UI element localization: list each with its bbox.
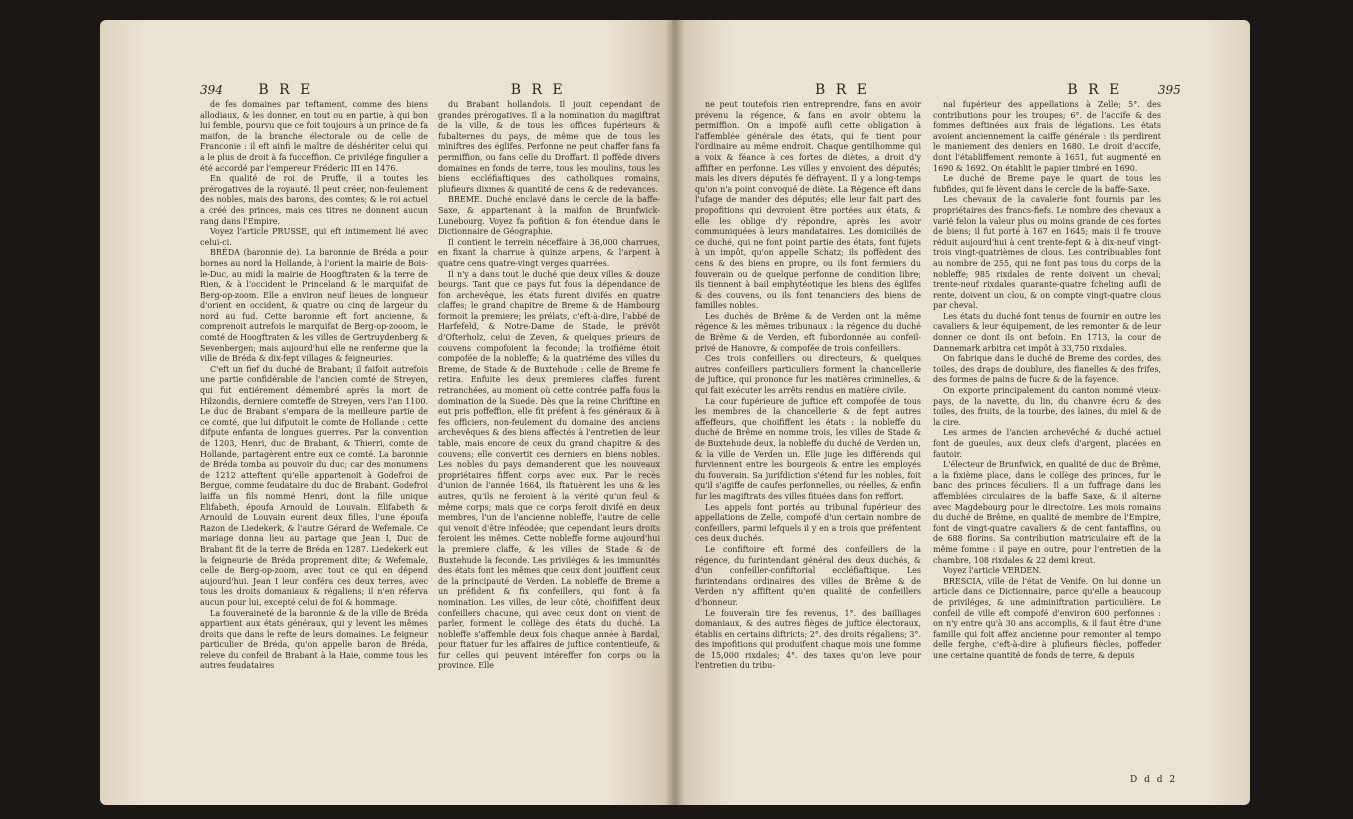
paragraph: Les armes de l'ancien archevêché & duché actuel font de gueules, aux deux clefs d'argent, placées en fautoir. [933, 428, 1161, 459]
paragraph: Il n'y a dans tout le duché que deux villes & douze bourgs. Tant que ce pays fut fous la dépendance de fon archevêque, les états furent divifés en quatre claffes; le grand chapitre de Breme & de Hambourg formoit la premiere; les prélats, c'eft-à-dire, l'abbé de Harfefeld, & Notre-Dame de Stade, le prévôt d'Ofterholz, celui de Zeven, & quelques prieurs de couvens compofoient la feconde; la troifiéme étoit compofée de la nobleffe; & la quatriéme des villes du Breme, de Stade & de Buxtehude : celle de Breme fe retira. Enfuite les deux premieres claffes furent retranchées, au moment où cette contrée paffa fous la domination de la Suede. Dès que la reine Chriftine en eut pris poffeffion, elle fit préfent à fes généraux & à fes officiers, non-feulement du domaine des anciens archevêques & des biens affectés à l'entretien de leur table, mais encore de ceux du grand chapitre & des couvens; elle convertit ces derniers en biens nobles. Les nobles du pays demanderent que les nouveaux propriétaires fiffent corps avec eux. Par le recès d'union de l'année 1664, ils ftatuèrent les uns & les autres, qu'ils ne feroient à la vérité qu'un feul & même corps; mais que ce corps feroit divifé en deux membres, l'un de l'ancienne nobleffe, l'autre de celle qui venoit d'être inféodée; que cependant leurs droits feroient les mêmes. Cette nobleffe forme aujourd'hui la premiere claffe, & les villes de Stade & de Buxtehude la feconde. Les priviléges & les immunités des états font les mêmes que ceux dont jouiffent ceux de la principauté de Verden. La nobleffe de Breme a un préfident & fix confeillers, qui font à fa nomination. Les villes, de leur côté, choififfent deux confeillers chacune, qui avec ceux dont on vient de parler, forment le collège des états du duché. La nobleffe s'affemble deux fois chaque année à Bardal, pour ftatuer fur les affaires de juftice contentieufe, & fur celles qui peuvent intéreffer fon corps ou la province. Elle [438, 269, 660, 671]
paragraph: BRESCIA, ville de l'état de Venife. On lui donne un article dans ce Dictionnaire, parce qu'elle a beaucoup de priviléges, & une adminiftration particulière. Le confeil de ville eft compofé d'environ 600 perfonnes : on n'y entre qu'à 30 ans accomplis, & il faut être d'une famille qui foit affez ancienne pour remonter al tempo delle ferghe, c'eft-à-dire à plufieurs fiècles, poffeder une certaine quantité de fonds de terre, & depuis [933, 576, 1161, 660]
right-head-a: B R E [815, 82, 870, 98]
signature-mark: D d d 2 [1130, 775, 1178, 785]
right-column-2 [933, 100, 1161, 661]
left-head-b: B R E [510, 82, 566, 98]
paragraph: Il contient le terrein néceffaire à 36,000 charrues, en fixant la charrue à quinze arpens, & l'arpent à quatre cens quatre-vingt verges quarrées. [438, 237, 660, 268]
left-column-2 [438, 100, 660, 672]
paragraph: de fes domaines par teftament, comme des biens allodiaux, & les donner, en tout ou en partie, à qui bon lui femble, pourvu que ce foit toujours à un prince de fa maifon, de la branche électorale ou de celle de Franconie : il eft ainfi le maître de déshériter celui qui a le plus de droit à fa fucceffion. Ce privilége fingulier a été accordé par l'empereur Fréderic III en 1476. [200, 100, 428, 173]
paragraph: L'électeur de Brunfwick, en qualité de duc de Brême, a la fixième place, dans le collège des princes, fur le banc des princes féculiers. Il a un fuffrage dans les affemblées circulaires de la baffe Saxe, & il alterne avec Magdebourg pour le directoire. Les mois romains du duché de Brême, en qualité de membre de l'Empire, font de vingt-quatre cavaliers & de cent fantaffins, ou de 688 florins. Sa contribution matriculaire eft de la même fomme : il paye en outre, pour l'entretien de la chambre, 108 rixdales & 22 demi kreut. [933, 460, 1161, 565]
paragraph: Le fouverain tire fes revenus, 1°. des bailliages domaniaux, & des autres fièges de juftice électoraux, établis en certains diftricts; 2°. des droits régaliens; 3°. des impofitions qui produifent chaque mois une fomme de 15,000 rixdales; 4°. des taxes qu'on leve pour l'entretien du tribu- [695, 608, 921, 671]
paragraph: du Brabant hollandois. Il jouit cependant de grandes prérogatives. Il a la nomination du magiftrat de la ville, & de tous les offices fupérieurs & fubalternes du pays, de même que de tous les miniftres des églifes. Perfonne ne peut chaffer fans fa permiffion, ou fans celle du Droffart. Il poffède divers domaines en fonds de terre, tous les moulins, tous les biens eccléfiaftiques des catholiques romains, plufieurs dixmes & quantité de cens & de redevances. [438, 100, 660, 194]
left-column-1 [200, 100, 428, 672]
paragraph: Le confiftoire eft formé des confeillers de la régence, du furintendant général des deux duchés, & d'un confeiller-confiftorial eccléfiaftique. Les furintendans ordinaires des villes de Brême & de Verden n'y affiftent qu'en qualité de confeillers d'honneur. [695, 544, 921, 607]
paragraph: Le duché de Breme paye le quart de tous les fubfides, qui fe lèvent dans le cercle de la baffe-Saxe. [933, 174, 1161, 194]
left-running-head [200, 82, 566, 98]
left-page-number: 394 [200, 83, 223, 97]
paragraph: Les appels font portés au tribunal fupérieur des appellations de Zelle, compofé d'un certain nombre de confeillers, parmi lefquels il y en a trois que préfentent ces deux duchés. [695, 502, 921, 544]
paragraph: C'eft un fief du duché de Brabant; il faifoit autrefois une partie confidérable de l'ancien comté de Streyen, qui fut entiérement démembré après la mort de Hilzondis, derniere comteffe de Streyen, vers l'an 1100. Le duc de Brabant s'empara de la meilleure partie de ce comté, que lui difputoit le comte de Hollande : cette difpute enfanta de longues guerres. Par la convention de 1203, Henri, duc de Brabant, & Thierri, comte de Hollande, partagèrent entre eux ce comté. La baronnie de Bréda tomba au pouvoir du duc; car des monumens de 1212 atteftent qu'elle appartenoit à Godefroi de Bergue, comme feudataire du duc de Brabant. Godefroi laiffa un fils nommé Henri, dont la fille unique Elifabeth, époufa Arnould de Louvain. Elifabeth & Arnould de Louvain eurent deux filles, l'une époufa Razon de Liedekerk, & l'autre Gérard de Wefemale. Ce mariage donna lieu au partage que Jean I, Duc de Brabant fit de la terre de Bréda en 1287. Liedekerk eut la feigneurie de Bréda proprement dite; & Wefemale, celle de Berg-op-zoom, avec tout ce qui en dépend aujourd'hui. Jean I leur conféra ces deux terres, avec tous les droits domaniaux & régaliens; il n'en réferva aucun pour lui, excepté celui de foi & hommage. [200, 364, 428, 607]
paragraph: Ces trois confeillers ou directeurs, & quelques autres confeillers particuliers forment la chancellerie de juftice, qui prononce fur les matières criminelles, & qui fait exécuter les arrêts rendus en matière civile. [695, 354, 921, 396]
right-page-number: 395 [1157, 83, 1181, 97]
right-running-head [815, 82, 1181, 98]
paragraph: La cour fupérieure de juftice eft compofée de tous les membres de la chancellerie & de fept autres affeffeurs, que choififfent les états : la nobleffe du duché de Brême en nomme trois, les villes de Stade & de Buxtehude deux, la nobleffe du duché de Verden un, & la ville de Verden un. Elle juge les différends qui furviennent entre les bourgeois & entre les employés du fouverain. Sa jurifdiction s'étend fur les nobles, foit qu'il s'agiffe de caufes perfonnelles, ou réelles, & enfin fur les magiftrats des villes fituées dans fon reffort. [695, 396, 921, 501]
paragraph: Les duchés de Brême & de Verden ont la même régence & les mêmes tribunaux : la régence du duché de Brême & de Verden, eft fubordonnée au confeil-privé de Hanovre, & compofée de trois confeillers. [695, 311, 921, 353]
open-book [100, 12, 1250, 812]
paragraph: La fouveraineté de la baronnie & de la ville de Bréda appartient aux états généraux, qui y levent les mêmes droits que dans le refte de leurs domaines. Le feigneur particulier de Bréda, qu'on appelle baron de Bréda, releve du confeil de Brabant à la Haie, comme tous les autres feudataires [200, 608, 428, 671]
right-head-b: B R E [1067, 82, 1123, 98]
book-gutter [665, 20, 685, 805]
paragraph: Les chevaux de la cavalerie font fournis par les propriétaires des francs-fiefs. Le nombre des chevaux a varié felon la valeur plus ou moins grande de ces fortes de biens; il fut porté à 167 en 1645; mais il fe trouve réduit aujourd'hui à cent trente-fept & à dix-neuf vingt-trois vingt-quatrièmes de clous. Les contribuables font au nombre de 255, qui ne font pas tous du corps de la nobleffe; 985 rixdales de rente doivent un cheval; trente-neuf rixdales quarante-quatre fcheling aufli de rente, doivent un clou, & on compte vingt-quatre clous par cheval. [933, 195, 1161, 311]
paragraph: BRÉDA (baronnie de). La baronnie de Bréda a pour bornes au nord la Hollande, à l'orient la mairie de Bois-le-Duc, au midi la mairie de Hoogftraten & la terre de Rien, & à l'occident le Princeland & le marquifat de Berg-op-zoom. Elle a environ neuf lieues de longueur d'orient en occident, & quatre ou cinq de largeur du nord au fud. Cette baronnie eft fort ancienne, & comprenoit autrefois le marquifat de Berg-op-zooom, le comté de Hoogftraten & les villes de Gertruydenberg & Sevenbergen; mais aujourd'hui elle ne renferme que la ville de Bréda & dix-fept villages & feigneuries. [200, 248, 428, 364]
paragraph: nal fupérieur des appellations à Zelle; 5°. des contributions pour les troupes; 6°. de l'accife & des fommes deftinées aux frais de légations. Les états avoient anciennement la caiffe générale : ils perdirent le maniement des deniers en 1680. Le droit d'accife, dont l'établiffement remonte à 1651, fut augmenté en 1690 & 1692. On établit le papier timbré en 1690. [933, 100, 1161, 173]
paragraph: En qualité de roi de Pruffe, il a toutes les prérogatives de la royauté. Il peut créer, non-feulement des nobles, mais des barons, des comtes; & le roi actuel a créé des princes, mais ces titres ne donnent aucun rang dans l'Empire. [200, 174, 428, 226]
right-column-1 [695, 100, 921, 672]
paragraph: Voyez l'article PRUSSE, qui eft intimement lié avec celui-ci. [200, 227, 428, 247]
paragraph: BREME. Duché enclavé dans le cercle de la baffe-Saxe, & appartenant à la maifon de Brunfwick-Lunebourg. Voyez fa pofition & fon étendue dans le Dictionnaire de Géographie. [438, 195, 660, 237]
paragraph: ne peut toutefois rien entreprendre, fans en avoir prévenu la régence, & fans en avoir obtenu la permiffion. On a impofé aufli cette obligation à l'affemblée générale des états, qui fe tient pour l'ordinaire au même endroit. Chaque gentilhomme qui a voix & féance à ces fortes de diètes, a droit d'y affifter en perfonne. Les villes y envoient des députés; mais les divers députés fe défrayent. Il y a long-temps qu'on n'a point convoqué de diète. La Régence eft dans l'ufage de mander des députés; elle leur fait part des propofitions qui devroient être portées aux états, & elle les oblige d'y répondre, après les avoir communiquées à leurs mandataires. Les domiciliés de ce duché, qui ne font point partie des états, font fujets à un impôt, qu'on appelle Schatz; ils poffèdent des cens & des biens en propre, ou ils font fermiers du fouverain ou de quelque perfonne de condition libre; ils tiennent à bail emphytéotique les biens des églifes & des couvens, ou ils font tenanciers des biens de familles nobles. [695, 100, 921, 311]
left-head-a: B R E [258, 82, 314, 98]
paragraph: On fabrique dans le duché de Breme des cordes, des toiles, des draps de doublure, des flanelles & des frifes, des formes de pains de fucre & de la fayence. [933, 354, 1161, 385]
right-page [675, 20, 1250, 805]
left-page [100, 20, 675, 805]
paragraph: Les états du duché font tenus de fournir en outre les cavaliers & leur équipement, de les remonter & de leur donner ce dont ils ont befoin. En 1713, la cour de Dannemark arbitra cet impôt à 33,750 rixdales. [933, 311, 1161, 353]
paragraph: Voyez l'article VERDEN. [943, 566, 1042, 576]
paragraph: On exporte principalement du canton nommé vieux-pays, de la navette, du lin, du chanvre écru & des toiles, des fruits, de la tourbe, des laines, du miel & de la cire. [933, 386, 1161, 427]
